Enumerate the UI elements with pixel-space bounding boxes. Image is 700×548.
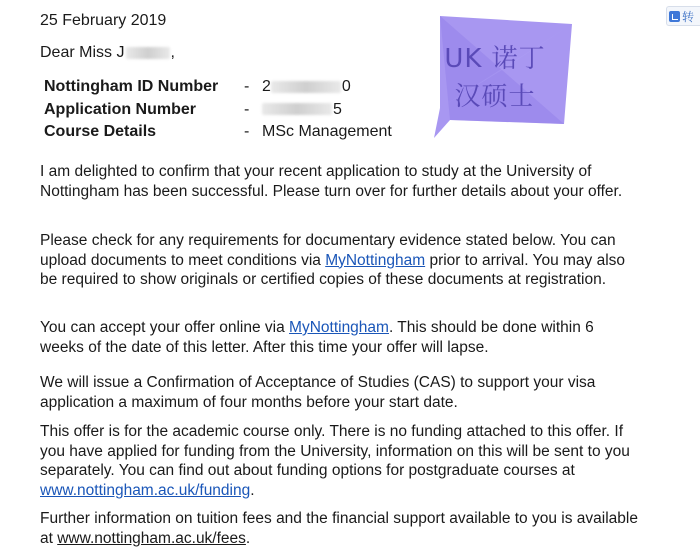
detail-label: Application Number [44,100,197,118]
detail-label: Course Details [44,123,157,140]
paragraph-text: . This should be done within 6 weeks of the date of this letter. After this time your offer will lapse. [40,319,594,356]
detail-value [262,76,351,99]
paragraph-text: Please check for any requirements for documentary evidence stated below. You can upload documents to meet conditions via [40,232,616,269]
paragraph-offer-confirmation: I am delighted to confirm that your recent application to study at the University of Nottingham has been successful. Please turn over for further details about your offer. [40,163,623,200]
translate-button-label: 转 [682,10,695,24]
mynottingham-link[interactable]: MyNottingham [289,319,389,336]
paragraph-cas: We will issue a Confirmation of Acceptance of Studies (CAS) to support your visa application a maximum of four months before your start date. [40,374,596,411]
salutation-suffix: , [170,44,175,61]
fees-link[interactable]: www.nottingham.ac.uk/fees [57,529,246,547]
paragraph-text: Further information on tuition fees and the financial support available to you is available at [40,510,638,547]
redacted-id [271,81,341,93]
translate-icon [669,11,680,22]
detail-separator: - [244,123,250,140]
funding-link[interactable]: www.nottingham.ac.uk/funding [40,481,251,499]
watermark-line-2: 汉硕士 [454,82,536,112]
detail-separator: - [244,78,250,95]
letter-date: 25 February 2019 [40,12,167,29]
paragraph-text: prior to arrival. You may also be required to show originals or certified copies of these documents at registration. [40,251,626,288]
detail-value-suffix: 5 [333,100,342,118]
detail-value-prefix: MSc Management [262,123,392,140]
translate-button[interactable] [666,6,700,26]
paragraph-text: . [245,529,251,547]
salutation-prefix: Dear Miss J [40,44,125,61]
detail-value-suffix: 0 [341,78,351,95]
paragraph-text: This offer is for the academic course only. There is no funding attached to this offer. If you have applied for funding from the University, information on this will be sent to you separately. You can find out about funding options for postgraduate courses at [40,423,630,479]
detail-value [262,121,392,144]
salutation [40,44,175,62]
paragraph-accept-offer [40,318,640,357]
paragraph-funding [40,422,640,500]
redacted-name [126,47,170,59]
detail-value [262,99,342,122]
redacted-application-number [262,103,332,115]
detail-label: Nottingham ID Number [44,78,219,95]
paragraph-text: . [250,481,255,499]
detail-separator: - [244,100,250,118]
mynottingham-link[interactable]: MyNottingham [325,251,426,269]
paragraph-text: You can accept your offer online via [40,319,290,336]
paragraph-documentary-evidence [40,231,640,290]
watermark-badge [432,16,572,138]
paragraph-tuition-fees [40,509,640,548]
watermark-line-1: UK 诺丁 [444,44,546,74]
detail-value-prefix: 2 [262,78,271,95]
